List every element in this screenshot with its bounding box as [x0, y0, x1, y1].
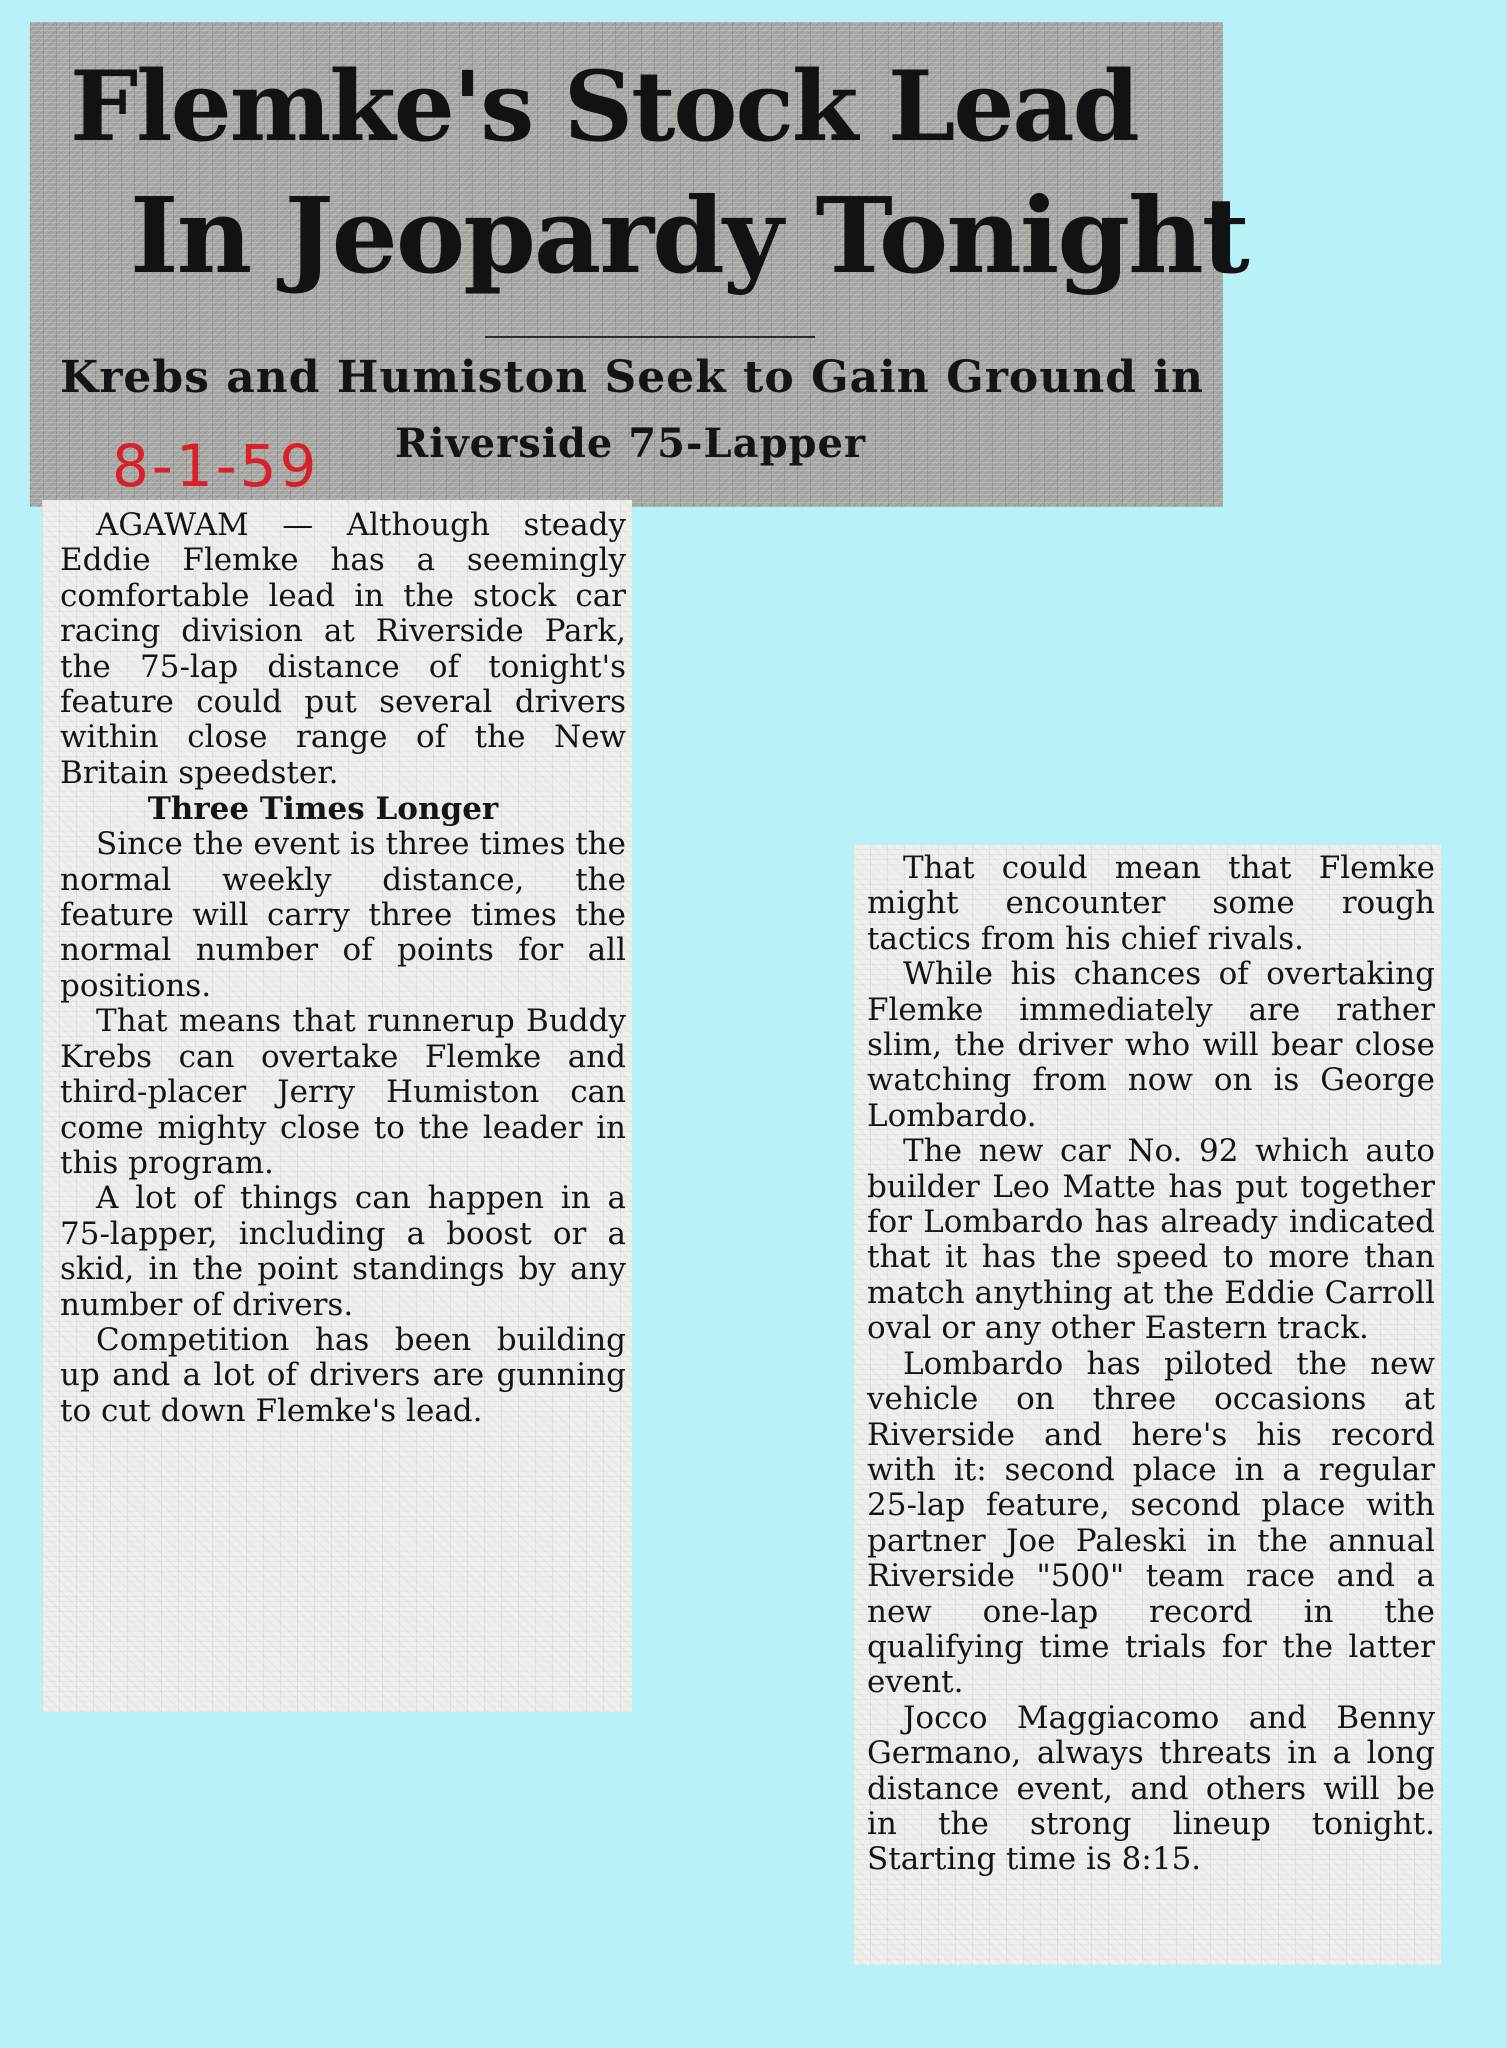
article-paragraph: That means that runnerup Buddy Krebs can overtake Flemke and third-placer Jerry Humiston can come mighty close to the leader in this program. [60, 1003, 626, 1181]
article-paragraph: AGAWAM — Although steady Eddie Flemke has a seemingly comfortable lead in the stock car racing division at Riverside Park, the 75-lap distance of tonight's feature could put several drivers within close range of the New Britain speedster. [60, 507, 626, 791]
headline-clipping [30, 22, 1248, 507]
article-column-right [853, 845, 1441, 1965]
article-paragraph: Competition has been building up and a lot of drivers are gunning to cut down Flemke's lead. [60, 1321, 626, 1429]
handwritten-date: 8-1-59 [112, 432, 320, 500]
subheadline-line-2: Riverside 75-Lapper [395, 420, 867, 467]
headline-line-1: Flemke's Stock Lead [70, 50, 1138, 163]
article-column-left [42, 500, 632, 1712]
headline-rule [485, 336, 815, 338]
article-paragraph: Since the event is three times the normal weekly distance, the feature will carry three times the normal number of points for all positions. [60, 826, 626, 1004]
article-subhead: Three Times Longer [147, 791, 499, 828]
article-paragraph: That could mean that Flemke might encounter some rough tactics from his chief rivals. [867, 850, 1435, 957]
subheadline-line-1: Krebs and Humiston Seek to Gain Ground in [60, 352, 1204, 403]
article-paragraph: The new car No. 92 which auto builder Leo Matte has put together for Lombardo has already indicated that it has the speed to more than match anything at the Eddie Carroll oval or any other Eastern track. [867, 1133, 1435, 1347]
headline-line-2: In Jeopardy Tonight [130, 174, 1248, 297]
article-paragraph: Lombardo has piloted the new vehicle on three occasions at Riverside and here's his record with it: second place in a regular 25-lap feature, second place with partner Joe Paleski in the annual Riverside "500" team race and a new one-lap record in the qualifying time trials for the latter event. [867, 1345, 1435, 1701]
article-paragraph: While his chances of overtaking Flemke immediately are rather slim, the driver who will bear close watching from now on is George Lombardo. [867, 956, 1435, 1134]
article-paragraph: A lot of things can happen in a 75-lapper, including a boost or a skid, in the point standings by any number of drivers. [60, 1180, 626, 1323]
article-paragraph: Jocco Maggiacomo and Benny Germano, always threats in a long distance event, and others will be in the strong lineup tonight. Starting time is 8:15. [867, 1699, 1435, 1878]
